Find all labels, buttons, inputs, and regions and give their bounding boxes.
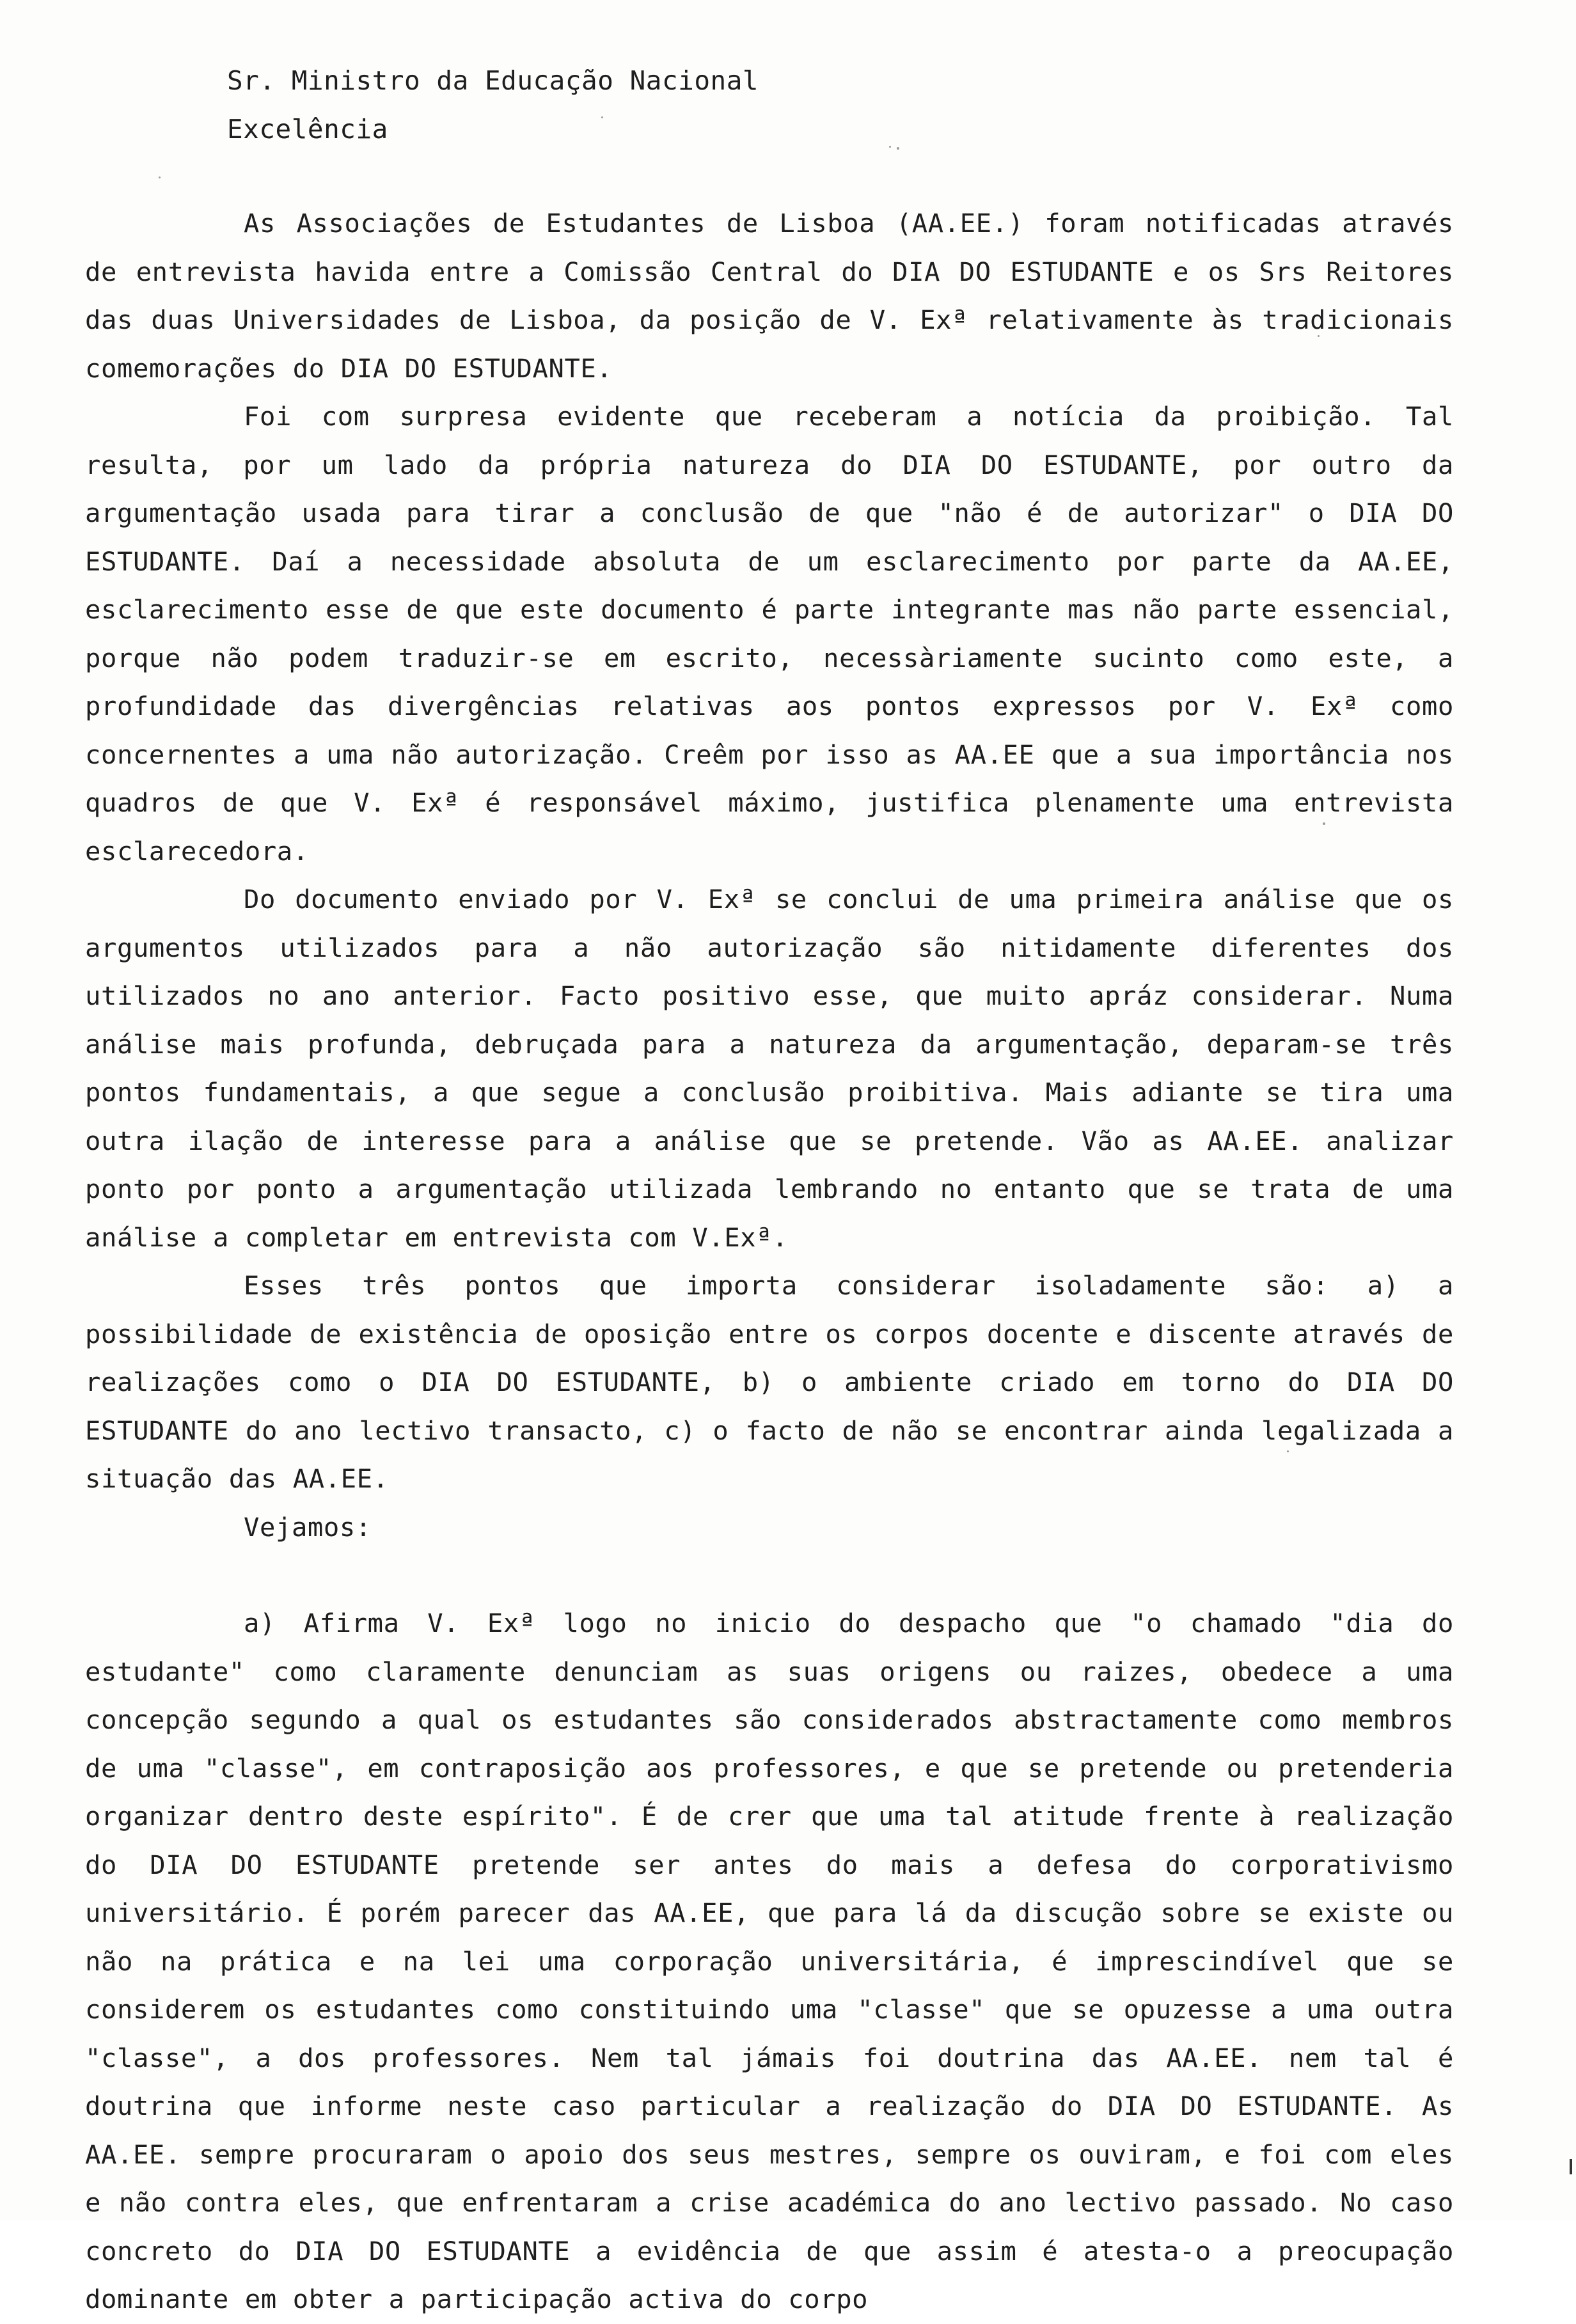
letter-body [85,200,1454,2324]
paper-edge-mark [1570,2159,1572,2174]
paper-speck [1323,822,1325,825]
addressee-line: Sr. Ministro da Educação Nacional [227,65,759,96]
paper-speck [159,177,161,178]
paper-speck [1318,335,1320,337]
paper-speck [601,116,603,118]
paragraph-notification: As Associações de Estudantes de Lisboa (AA.EE.) foram notificadas através de entrevista havida entre a Comissão Central do DIA DO ESTUDANTE e os Srs Reitores das duas Universidades de Lisboa, da posição de V. Exª relativamente às tradicionais comemorações do DIA DO ESTUDANTE. [85,208,1454,384]
paragraph-three-points: Esses três pontos que importa considerar isoladamente são: a) a possibilidade de existência de oposição entre os corpos docente e discente através de realizações como o DIA DO ESTUDANTE, b) o ambiente criado em torno do DIA DO ESTUDANTE do ano lectivo transacto, c) o facto de não se encontrar ainda legalizada a situação das AA.EE. [85,1270,1454,1494]
paragraph-surprise: Foi com surpresa evidente que receberam a notícia da proibição. Tal resulta, por um lado da própria natureza do DIA DO ESTUDANTE, por outro da argumentação usada para tirar a conclusão de que "não é de autorizar" o DIA DO ESTUDANTE. Daí a necessidade absoluta de um esclarecimento por parte da AA.EE, esclarecimento esse de que este documento é parte integrante mas não parte essencial, porque não podem traduzir-se em escrito, necessàriamente sucinto como este, a profundidade das divergências relativas aos pontos expressos por V. Exª como concernentes a uma não autorização. Creêm por isso as AA.EE que a sua importância nos quadros de que V. Exª é responsável máximo, justifica plenamente uma entrevista esclarecedora. [85,401,1454,867]
paper-speck [897,147,899,150]
greeting-line: Excelência [227,114,388,145]
paragraph-analysis: Do documento enviado por V. Exª se conclui de uma primeira análise que os argumentos utilizados para a não autorização são nitidamente diferentes dos utilizados no ano anterior. Facto positivo esse, que muito apráz considerar. Numa análise mais profunda, debruçada para a natureza da argumentação, deparam-se três pontos fundamentais, a que segue a conclusão proibitiva. Mais adiante se tira uma outra ilação de interesse para a análise que se pretende. Vão as AA.EE. analizar ponto por ponto a argumentação utilizada lembrando no entanto que se trata de uma análise a completar em entrevista com V.Exª. [85,884,1454,1253]
paragraph-vejamos: Vejamos: [244,1511,372,1543]
paragraph-point-a: a) Afirma V. Exª logo no inicio do despacho que "o chamado "dia do estudante" como claramente denunciam as suas origens ou raizes, obedece a uma concepção segundo a qual os estudantes são considerados abstractamente como membros de uma "classe", em contraposição aos professores, e que se pretende ou pretenderia organizar dentro deste espírito". É de crer que uma tal atitude frente à realização do DIA DO ESTUDANTE pretende ser antes do mais a defesa do corporativismo universitário. É porém parecer das AA.EE, que para lá da discução sobre se existe ou não na prática e na lei uma corporação universitária, é imprescindível que se considerem os estudantes como constituindo uma "classe" que se opuzesse a uma outra "classe", a dos professores. Nem tal jámais foi doutrina das AA.EE. nem tal é doutrina que informe neste caso particular a realização do DIA DO ESTUDANTE. As AA.EE. sempre procuraram o apoio dos seus mestres, sempre os ouviram, e foi com eles e não contra eles, que enfrentaram a crise académica do ano lectivo passado. No caso concreto do DIA DO ESTUDANTE a evidência de que assim é atesta-o a preocupação dominante em obter a participação activa do corpo [85,1608,1454,2314]
paper-speck [1287,1450,1289,1452]
salutation [227,56,759,153]
paper-speck [889,146,891,148]
